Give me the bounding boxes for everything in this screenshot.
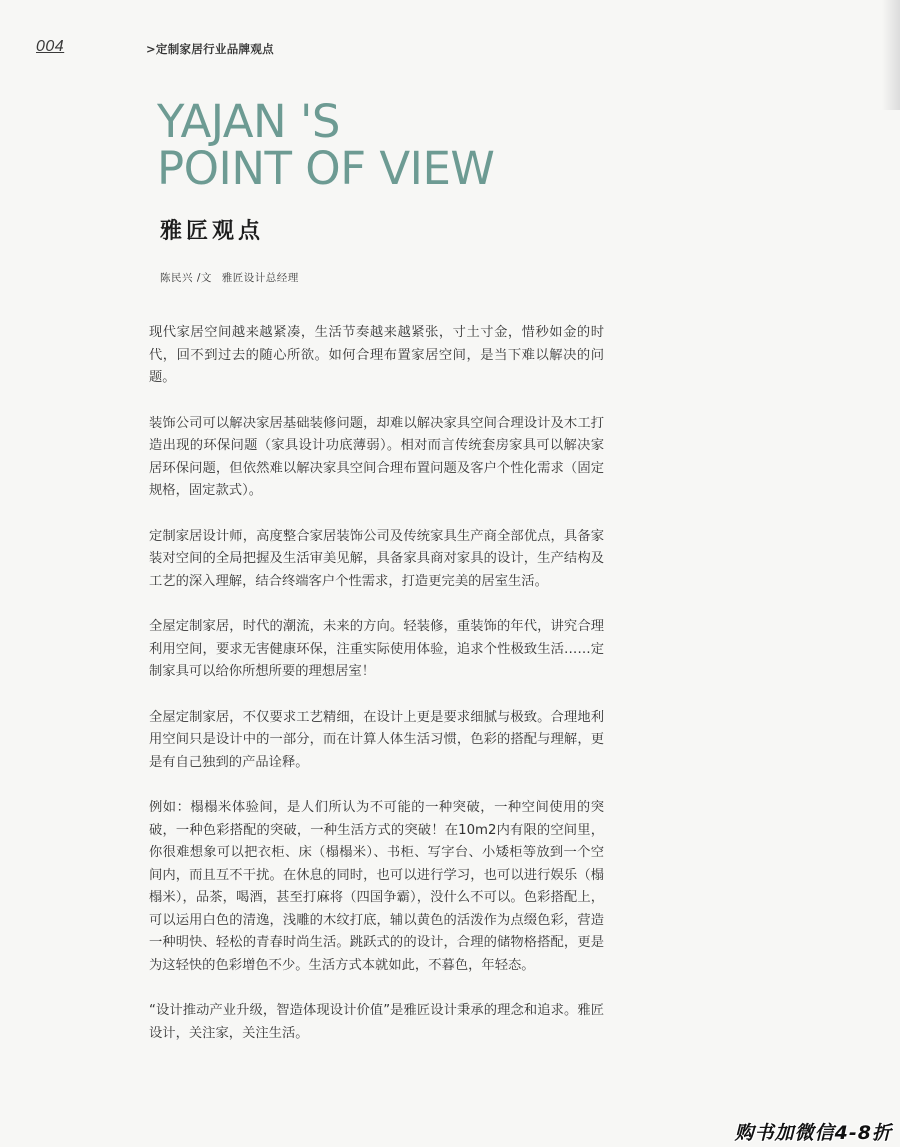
byline: [160, 270, 305, 285]
paragraph: 全屋定制家居，不仅要求工艺精细，在设计上更是要求细腻与极致。合理地利用空间只是设计中的一部分，而在计算人体生活习惯，色彩的搭配与理解，更是有自己独到的产品诠释。: [149, 709, 604, 770]
page-number: 004: [36, 38, 65, 55]
chinese-title: 雅匠观点: [160, 219, 265, 244]
page-edge-shadow: [882, 0, 900, 110]
paragraph: “设计推动产业升级，智造体现设计价值”是雅匠设计秉承的理念和追求。雅匠设计，关注家，关注生活。: [149, 1003, 604, 1041]
paragraph: 例如：榻榻米体验间，是人们所认为不可能的一种突破，一种空间使用的突破，一种色彩搭配的突破，一种生活方式的突破！在10m2内有限的空间里，你很难想象可以把衣柜、床（榻榻米）、书柜、写字台、小矮柜等放到一个空间内，而且互不干扰。在休息的同时，也可以进行学习，也可以进行娱乐（榻榻米），品茶，喝酒，甚至打麻将（四国争霸），没什么不可以。色彩搭配上，可以运用白色的清逸，浅雕的木纹打底，辅以黄色的活泼作为点缀色彩，营造一种明快、轻松的青春时尚生活。跳跃式的的设计，合理的储物格搭配，更是为这轻快的色彩增色不少。生活方式本就如此，不暮色，年轻态。: [149, 800, 604, 973]
section-tag: >定制家居行业品牌观点: [146, 42, 274, 56]
english-title: [157, 95, 495, 195]
paragraph: 现代家居空间越来越紧凑，生活节奏越来越紧张，寸土寸金，惜秒如金的时代，回不到过去的随心所欲。如何合理布置家居空间，是当下难以解决的问题。: [149, 325, 604, 385]
watermark-text: 购书加微信4-8折: [734, 1122, 892, 1144]
paragraph: 装饰公司可以解决家居基础装修问题，却难以解决家具空间合理设计及木工打造出现的环保问题（家具设计功底薄弱）。相对而言传统套房家具可以解决家居环保问题，但依然难以解决家具空间合理布置问题及客户个性化需求（固定规格，固定款式）。: [149, 415, 604, 498]
english-title-line-1: YAJAN 'S: [157, 95, 340, 148]
byline-author: 陈民兴 /文: [160, 272, 212, 284]
byline-role: 雅匠设计总经理: [221, 272, 299, 284]
paragraph: 定制家居设计师，高度整合家居装饰公司及传统家具生产商全部优点，具备家装对空间的全局把握及生活审美见解，具备家具商对家具的设计，生产结构及工艺的深入理解，结合终端客户个性需求，打造更完美的居室生活。: [149, 528, 604, 589]
article-body: [149, 322, 604, 1068]
paragraph: 全屋定制家居，时代的潮流，未来的方向。轻装修，重装饰的年代，讲究合理利用空间，要求无害健康环保，注重实际使用体验，追求个性极致生活……定制家具可以给你所想所要的理想居室！: [149, 619, 604, 679]
english-title-line-2: POINT OF VIEW: [157, 142, 495, 195]
